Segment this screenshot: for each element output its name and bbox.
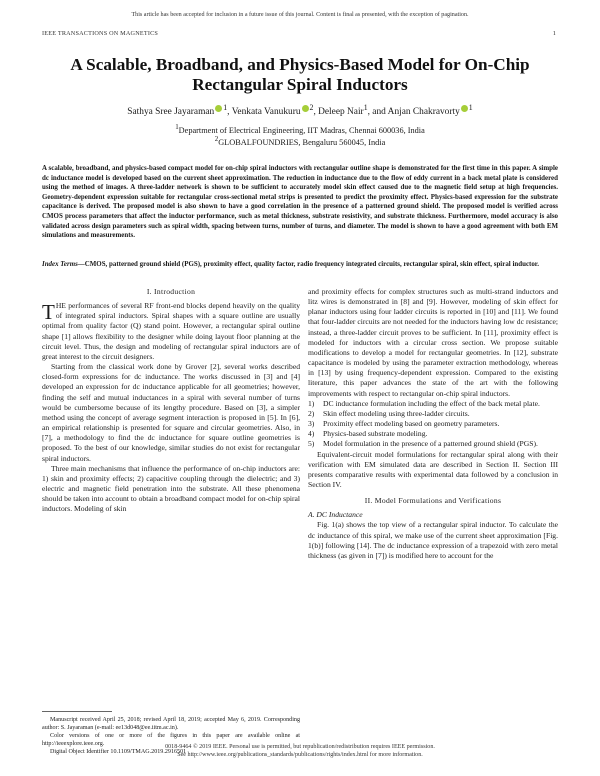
footnote-divider bbox=[42, 711, 112, 712]
footnote-doi: Digital Object Identifier 10.1109/TMAG.2019.2916501 bbox=[50, 749, 187, 755]
affiliation-mark: 2 bbox=[214, 136, 219, 143]
list-text: Physics-based substrate modeling. bbox=[323, 429, 428, 439]
list-item bbox=[308, 439, 558, 449]
author-affiliation-mark: 1 bbox=[223, 103, 228, 112]
affiliation-text: Department of Electrical Engineering, IIT Madras, Chennai 600036, India bbox=[178, 125, 425, 135]
abstract: A scalable, broadband, and physics-based compact model for on-chip spiral inductors with rectangular outline shape is demonstrated for the first time in this paper. A simple dc inductance model is developed based on the current sheet approximation. The reduction in inductance due to the flow of eddy current in a back metal plate is considered using the method of images. A three-ladder network is shown to be sufficient to accurately model skin effect caused due to the magnetic field setup at high frequencies. Geometry-dependent expression suitable for rectangular cross-sectional metal strips is presented to predict the proximity effect. Physics-based expression for the substrate capacitance is derived. The proposed model is also shown to have a good correlation in the presence of a patterned ground shield. The proposed model is verified across CMOS process parameters that affect the inductor performance, such as metal thickness, substrate resistivity, and substrate thickness. Furthermore, model accuracy is also validated across design parameters such as spiral width, spacing between turns, number of turns, and diameter. The model is shown to have a good agreement with both EM simulations and measurements. bbox=[42, 164, 558, 240]
copyright-line-1: 0018-9464 © 2019 IEEE. Personal use is permitted, but republication/redistribution requires IEEE permission. bbox=[165, 744, 435, 750]
copyright-line-2[interactable]: See http://www.ieee.org/publications_standards/publications/rights/index.html for more information. bbox=[177, 752, 423, 759]
list-item bbox=[308, 409, 558, 419]
orcid-icon[interactable] bbox=[461, 105, 468, 112]
list-number: 1) bbox=[308, 398, 315, 408]
journal-running-head: IEEE TRANSACTIONS ON MAGNETICS bbox=[42, 30, 159, 37]
list-number: 2) bbox=[308, 408, 315, 418]
intro-paragraph-1-text: HE performances of several RF front-end blocks depend heavily on the quality of integrated spiral inductors. Spiral shapes with a square outline are usually optimal from quality factor (Q) stand point. However, a rectangular spiral outline shape [1] allows flexibility to the designer while doing layout floor planning at the circuit level. Thus, the design and modeling of rectangular spiral inductors are of great interest to the circuit designers. bbox=[42, 301, 300, 361]
paper-title: A Scalable, Broadband, and Physics-Based Model for On-Chip Rectangular Spiral Inductors bbox=[70, 55, 530, 94]
affiliation-text: GLOBALFOUNDRIES, Bengaluru 560045, India bbox=[218, 137, 386, 147]
author-name: Deleep Nair bbox=[318, 107, 364, 118]
author-affiliation-mark: 1 bbox=[468, 103, 473, 112]
author-name: Anjan Chakravorty bbox=[387, 107, 460, 118]
orcid-icon[interactable] bbox=[302, 105, 309, 112]
list-text: DC inductance formulation including the effect of the back metal plate. bbox=[323, 398, 540, 408]
author-name: Venkata Vanukuru bbox=[231, 107, 301, 118]
right-column bbox=[308, 287, 558, 561]
intro-paragraph-2: Starting from the classical work done by Grover [2], several works described closed-form expressions for dc inductance. The works discussed in [3] and [4] developed an expression for dc inductance applicable for all geometries; however, finding the self and mutual inductances in a spiral with several number of turns would be cumbersome because of its lengthy procedure. Based on [3], a simpler method using the concept of average segment interaction is proposed in [5]. In [6], an empirical relationship is presented for square and circular geometries. Also, in [7], a methodology to find the dc inductance for square outline geometries is proposed. To the best of our knowledge, similar studies do not exist for rectangular spiral inductors. bbox=[42, 362, 300, 463]
section-heading-introduction: I. Introduction bbox=[146, 287, 196, 296]
list-number: 3) bbox=[308, 419, 315, 429]
list-text: Skin effect modeling using three-ladder circuits. bbox=[323, 408, 470, 418]
intro-paragraph-1 bbox=[42, 301, 300, 362]
subsection-heading-dc-inductance: A. DC Inductance bbox=[308, 510, 363, 520]
intro-paragraph-3: Three main mechanisms that influence the performance of on-chip inductors are: 1) skin and proximity effects; 2) capacitive coupling through the dielectric; and 3) electric and magnetic field penetration into the substrate. All these phenomena should be taken into account to obtain a broadband compact model for on-chip spiral inductors. Modeling of skin bbox=[42, 463, 300, 514]
affiliation-2 bbox=[40, 136, 560, 147]
section-heading-model: II. Model Formulations and Verifications bbox=[364, 496, 502, 506]
drop-cap: T bbox=[42, 300, 55, 325]
right-paragraph-2: Equivalent-circuit model formulations for rectangular spiral along with their verification with EM simulated data are described in Section II. Section III presents comparative results with experimental data followed by a conclusion in Section IV. bbox=[308, 449, 558, 489]
footnote-manuscript: Manuscript received April 25, 2018; revised April 18, 2019; accepted May 6, 2019. Corresponding author: S. Jayaraman (e-mail: ee13d048@ee.iitm.ac.in). bbox=[42, 717, 300, 731]
author-affiliation-mark: 1 bbox=[363, 103, 368, 112]
author-list bbox=[40, 103, 560, 117]
list-text: Proximity effect modeling based on geometry parameters. bbox=[323, 419, 500, 429]
author-separator: , bbox=[313, 107, 319, 118]
section2-paragraph-1: Fig. 1(a) shows the top view of a rectangular spiral inductor. To calculate the dc inductance of this spiral, we make use of the current sheet approximation [Fig. 1(b)] following [14]. The dc inductance expression of a trapezoid with zero metal thickness (as given in [7]) is modified here to account for the bbox=[308, 520, 558, 560]
orcid-icon[interactable] bbox=[215, 105, 222, 112]
list-item bbox=[308, 399, 558, 409]
index-terms-label: Index Terms bbox=[42, 260, 78, 268]
list-item bbox=[308, 419, 558, 429]
left-column bbox=[42, 287, 300, 514]
right-paragraph-1: and proximity effects for complex structures such as multi-strand inductors and litz wires is demonstrated in [8] and [9]. However, modeling of skin effect for planar inductors using four ladder circuits is reported in [10] and [11]. We found that four-ladder circuits are not needed for the inductors having low dc resistance; instead, a three-ladder circuit proves to be sufficient. In [11], proximity effect is modeled for inductors with a circular cross section. We propose suitable modifications to develop a model for rectangular geometries. In [12], substrate capacitance is modeled by using the parameter extraction methodology, whereas in [13] by using frequency-dependent expression. Compared to the existing literature, this paper advances the state of the art with the following improvements with respect to rectangular on-chip spiral inductors. bbox=[308, 287, 558, 398]
list-number: 5) bbox=[308, 439, 315, 449]
index-terms-text: —CMOS, patterned ground shield (PGS), proximity effect, quality factor, radio frequency integrated circuits, rectangular spiral, skin effect, spiral inductor. bbox=[77, 260, 539, 268]
affiliation-mark: 1 bbox=[175, 124, 179, 131]
copyright-notice bbox=[0, 743, 600, 759]
list-number: 4) bbox=[308, 429, 315, 439]
footnote-color: Color versions of one or more of the figures in this paper are available online at http://ieeexplore.ieee.org. bbox=[42, 733, 300, 747]
page-number: 1 bbox=[552, 30, 556, 37]
author-separator: , bbox=[227, 107, 232, 118]
list-text: Model formulation in the presence of a patterned ground shield (PGS). bbox=[323, 439, 538, 449]
list-item bbox=[308, 429, 558, 439]
affiliation-1 bbox=[40, 124, 560, 135]
index-terms bbox=[42, 260, 558, 270]
acceptance-banner: This article has been accepted for inclusion in a future issue of this journal. Content is final as presented, with the exception of pagination. bbox=[131, 12, 469, 18]
author-affiliation-mark: 2 bbox=[309, 103, 314, 112]
author-separator: , and bbox=[367, 107, 388, 118]
improvement-list bbox=[308, 399, 558, 450]
author-name: Sathya Sree Jayaraman bbox=[127, 107, 215, 118]
